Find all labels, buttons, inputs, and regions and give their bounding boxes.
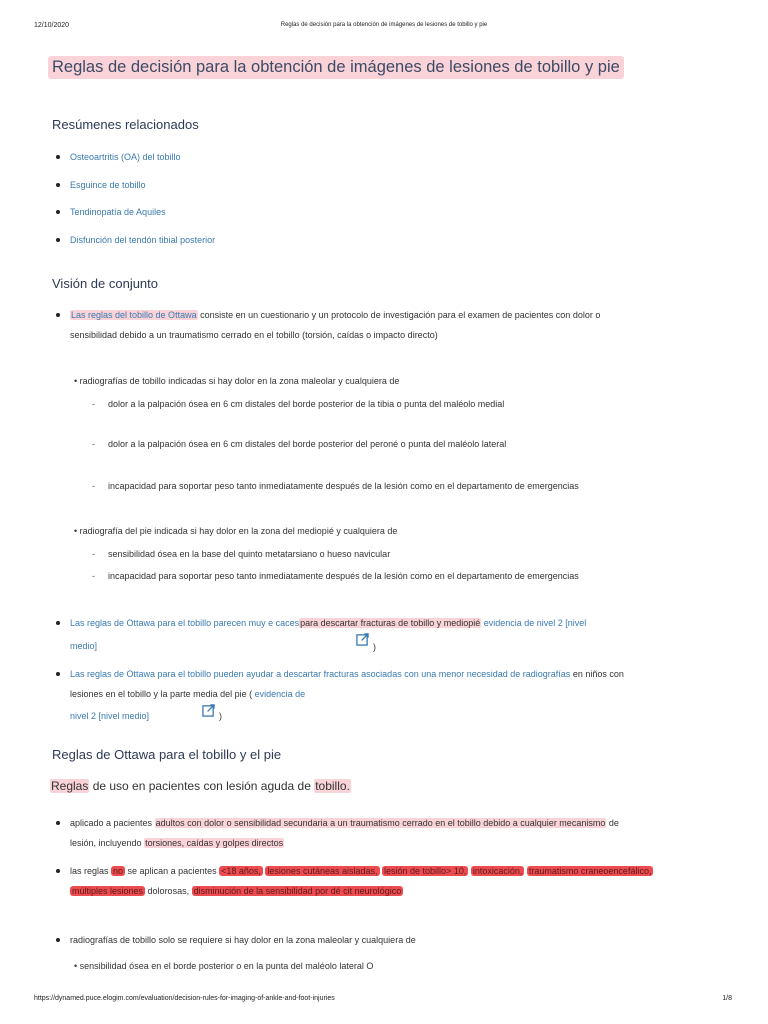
ottawa-bullet-1-line2 xyxy=(70,833,284,853)
highlight: para descartar fracturas de tobillo y mediopié xyxy=(300,618,481,628)
lede-text: de uso en pacientes con lesión aguda de xyxy=(89,779,315,793)
list-item xyxy=(56,152,215,180)
ottawa-heading: Reglas de Ottawa para el tobillo y el pie xyxy=(52,747,282,762)
evidence-level-link[interactable]: evidencia de nivel 2 [nivel xyxy=(481,618,587,628)
evidence-level-link-cont[interactable]: medio] xyxy=(70,641,98,651)
highlight-red: múltiples lesiones xyxy=(72,886,144,896)
print-date: 12/10/2020 xyxy=(34,22,70,29)
highlight-red: intoxicación, xyxy=(472,866,523,876)
external-link-icon[interactable] xyxy=(356,633,369,646)
highlight: tobillo. xyxy=(315,779,350,793)
overview-bullet-1-line2: sensibilidad debido a un traumatismo cerrado en el tobillo (torsión, caídas o impacto directo) xyxy=(70,330,438,340)
highlight-red: disminución de la sensibilidad por dé cit neurológico xyxy=(193,886,402,896)
overview-heading: Visión de conjunto xyxy=(52,276,159,291)
ankle-xray-intro: • radiografías de tobillo indicadas si hay dolor en la zona maleolar y cualquiera de xyxy=(74,376,400,386)
evidence-level-link-2-cont[interactable]: nivel 2 [nivel medio] xyxy=(70,711,150,721)
highlight-red: traumatismo craneoencefálico, xyxy=(528,866,652,876)
ottawa-bullet-2 xyxy=(70,861,653,881)
bullet-text: se aplican a pacientes xyxy=(125,866,220,876)
related-link-oa[interactable]: Osteoartritis (OA) del tobillo xyxy=(70,152,181,162)
print-footer-url: https://dynamed.puce.elogim.com/evaluation/decision-rules-for-imaging-of-ankle-and-foot-injuries xyxy=(34,995,335,1002)
related-link-sprain[interactable]: Esguince de tobillo xyxy=(70,179,146,190)
bullet-text: de xyxy=(606,818,619,828)
ankle-criterion-2: - dolor a la palpación ósea en 6 cm distales del borde posterior del peroné o punta del maléolo lateral xyxy=(108,439,506,449)
page-title: Reglas de decisión para la obtención de imágenes de lesiones de tobillo y pie xyxy=(48,56,624,79)
bullet-text: las reglas xyxy=(70,866,112,876)
overview-bullet-1 xyxy=(70,305,600,325)
close-paren: ) xyxy=(373,642,376,652)
list-item xyxy=(56,235,215,263)
overview-text: en niños con xyxy=(570,669,624,679)
related-heading: Resúmenes relacionados xyxy=(52,117,199,132)
page-number: 1/8 xyxy=(722,995,732,1002)
ottawa-lede xyxy=(50,779,351,793)
highlight-red: lesión de tobillo> 10, xyxy=(384,866,467,876)
ottawa-rules-link[interactable]: Las reglas del tobillo de Ottawa xyxy=(71,310,197,320)
list-item xyxy=(56,207,215,235)
foot-xray-intro: • radiografía del pie indicada si hay dolor en la zona del mediopié y cualquiera de xyxy=(74,526,398,536)
highlight-red: lesiones cutáneas aisladas, xyxy=(267,866,378,876)
overview-text: lesiones en el tobillo y la parte media del pie ( xyxy=(70,689,255,699)
related-link-achilles[interactable]: Tendinopatía de Aquiles xyxy=(70,207,166,218)
overview-bullet-2 xyxy=(70,613,586,633)
related-link-tibialis[interactable]: Disfunción del tendón tibial posterior xyxy=(70,234,216,245)
foot-criterion-2: - incapacidad para soportar peso tanto inmediatamente después de la lesión como en el departamento de emergencias xyxy=(108,571,579,581)
highlight-red: <18 años, xyxy=(221,866,261,876)
highlight: adultos con dolor o sensibilidad secundaria a un traumatismo cerrado en el tobillo debido a cualquier mecanismo xyxy=(155,818,606,828)
related-list xyxy=(56,152,215,262)
list-item xyxy=(56,180,215,208)
ottawa-children-link[interactable]: Las reglas de Ottawa para el tobillo pueden ayudar a descartar fracturas asociadas con una menor necesidad de radiografías xyxy=(70,669,571,679)
overview-bullet-3-line3 xyxy=(70,706,149,726)
ottawa-bullet-3-sub: • sensibilidad ósea en el borde posterior o en la punta del maléolo lateral O xyxy=(74,961,374,971)
overview-bullet-3 xyxy=(70,664,624,684)
ottawa-bullet-1 xyxy=(70,813,619,833)
print-header-title: Reglas de decisión para la obtención de imágenes de lesiones de tobillo y pie xyxy=(280,22,488,28)
overview-bullet-2-line2 xyxy=(70,636,97,656)
bullet-text: aplicado a pacientes xyxy=(70,818,155,828)
ottawa-effective-link[interactable]: Las reglas de Ottawa para el tobillo parecen muy e caces xyxy=(70,618,300,628)
ottawa-bullet-3: radiografías de tobillo solo se requiere si hay dolor en la zona maleolar y cualquiera de xyxy=(70,930,416,950)
highlight: Reglas xyxy=(51,779,89,793)
external-link-icon[interactable] xyxy=(202,704,215,717)
bullet-text: dolorosas, xyxy=(145,886,192,896)
overview-text: consiste en un cuestionario y un protocolo de investigación para el examen de pacientes con dolor o xyxy=(197,310,601,320)
ottawa-bullet-2-line2 xyxy=(70,881,403,901)
ankle-criterion-3: - incapacidad para soportar peso tanto inmediatamente después de la lesión como en el departamento de emergencias xyxy=(108,481,579,491)
foot-criterion-1: - sensibilidad ósea en la base del quinto metatarsiano o hueso navicular xyxy=(108,549,390,559)
ankle-criterion-1: - dolor a la palpación ósea en 6 cm distales del borde posterior de la tibia o punta del maléolo medial xyxy=(108,399,504,409)
highlight: torsiones, caídas y golpes directos xyxy=(145,838,284,848)
bullet-text: lesión, incluyendo xyxy=(70,838,145,848)
close-paren: ) xyxy=(219,711,222,721)
overview-bullet-3-line2 xyxy=(70,684,305,704)
evidence-level-link-2[interactable]: evidencia de xyxy=(254,689,306,699)
highlight-red: no xyxy=(113,866,124,876)
